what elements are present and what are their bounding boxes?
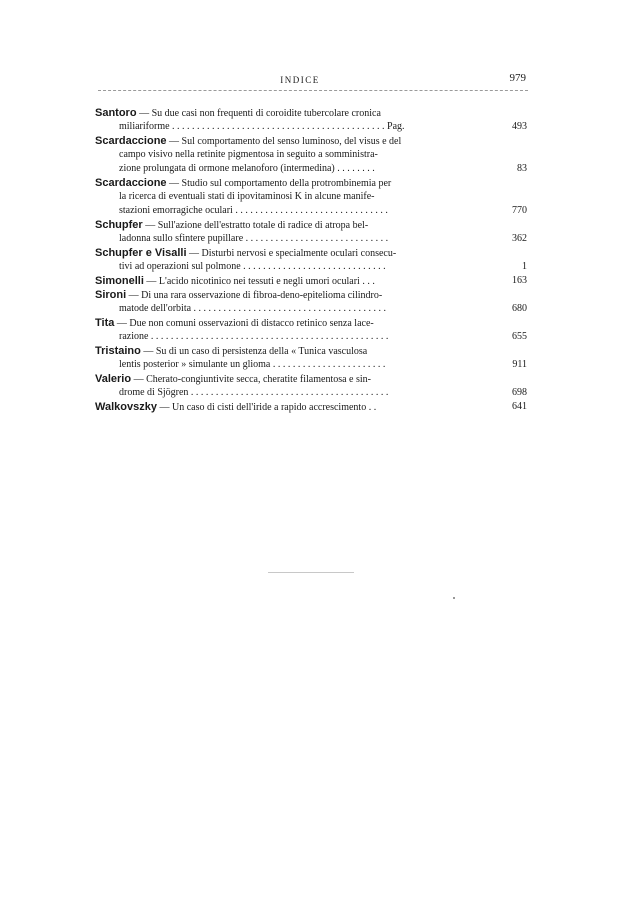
index-entry-continuation-line	[95, 120, 527, 134]
entry-title-text: razione . . . . . . . . . . . . . . . . . . . . . . . . . . . . . . . . . . . . . . . . . . . . . . . .	[119, 331, 389, 342]
index-entry-first-line	[95, 400, 527, 414]
entry-text	[95, 218, 479, 233]
index-entry-continuation-line	[95, 302, 527, 316]
entry-text	[95, 176, 479, 191]
entry-title-text: miliariforme . . . . . . . . . . . . . . . . . . . . . . . . . . . . . . . . . . . . . . . . . . . Pag.	[119, 121, 405, 132]
entry-title-text: — Su di un caso di persistenza della « Tunica vasculosa	[143, 346, 368, 357]
entry-title-text: — Studio sul comportamento della protrombinemia per	[169, 178, 392, 189]
entry-text	[95, 246, 479, 261]
index-entry-continuation-line	[95, 148, 527, 162]
entry-title-text: — Sul comportamento del senso luminoso, del visus e del	[169, 136, 402, 147]
entry-text	[95, 344, 479, 359]
entry-title-text: tivi ad operazioni sul polmone . . . . . . . . . . . . . . . . . . . . . . . . . . . . .	[119, 261, 386, 272]
entry-author: Schupfer e Visalli	[95, 247, 187, 259]
entry-title-text: campo visivo nella retinite pigmentosa in seguito a somministra-	[119, 149, 378, 160]
running-title: INDICE	[280, 75, 320, 85]
entry-author: Simonelli	[95, 275, 144, 287]
entry-title-text: lentis posterior » simulante un glioma . . . . . . . . . . . . . . . . . . . . . . .	[119, 359, 386, 370]
entry-author: Valerio	[95, 373, 132, 385]
index-entries	[95, 106, 527, 414]
index-entry-continuation-line	[95, 358, 527, 372]
entry-text	[119, 120, 479, 134]
entry-title-text: ladonna sullo sfintere pupillare . . . . . . . . . . . . . . . . . . . . . . . . . . . . .	[119, 233, 389, 244]
entry-title-text: — Cherato-congiuntivite secca, cheratite filamentosa e sin-	[133, 374, 371, 385]
index-entry-continuation-line	[95, 330, 527, 344]
entry-author: Santoro	[95, 107, 137, 119]
entry-author: Tristaino	[95, 345, 141, 357]
index-entry-first-line	[95, 246, 527, 260]
entry-text	[95, 106, 479, 121]
index-entry-first-line	[95, 344, 527, 358]
index-entry-first-line	[95, 316, 527, 330]
index-entry-first-line	[95, 176, 527, 190]
entry-title-text: stazioni emorragiche oculari . . . . . . . . . . . . . . . . . . . . . . . . . . . . . . .	[119, 205, 388, 216]
entry-text	[119, 302, 479, 316]
entry-page-number: 698	[512, 387, 527, 398]
index-entry-continuation-line	[95, 260, 527, 274]
entry-title-text: zione prolungata di ormone melanoforo (intermedina) . . . . . . . .	[119, 163, 375, 174]
index-entry-continuation-line	[95, 190, 527, 204]
entry-page-number: 493	[512, 121, 527, 132]
entry-text	[95, 288, 479, 303]
entry-text	[119, 190, 479, 204]
entry-page-number: 1	[522, 261, 527, 272]
entry-text	[119, 260, 479, 274]
entry-text	[95, 274, 479, 289]
entry-page-number: 83	[517, 163, 527, 174]
entry-author: Scardaccione	[95, 177, 167, 189]
entry-text	[95, 400, 479, 415]
index-entry-continuation-line	[95, 204, 527, 218]
entry-page-number: 655	[512, 331, 527, 342]
entry-text	[119, 358, 479, 372]
entry-author: Scardaccione	[95, 135, 167, 147]
entry-page-number: 770	[512, 205, 527, 216]
entry-text	[95, 372, 479, 387]
entry-author: Schupfer	[95, 219, 143, 231]
entry-title-text: la ricerca di eventuali stati di ipovitaminosi K in alcune manife-	[119, 191, 375, 202]
page-number: 979	[509, 72, 526, 84]
entry-text	[119, 162, 479, 176]
entry-text	[95, 316, 479, 331]
entry-title-text: — Due non comuni osservazioni di distacco retinico senza lace-	[116, 318, 374, 329]
ink-speck	[453, 597, 455, 599]
index-entry-continuation-line	[95, 232, 527, 246]
index-entry-first-line	[95, 134, 527, 148]
entry-author: Tita	[95, 317, 115, 329]
entry-title-text: — L'acido nicotinico nei tessuti e negli umori oculari . . .	[146, 276, 375, 287]
entry-text	[95, 134, 479, 149]
entry-title-text: drome di Sjögren . . . . . . . . . . . . . . . . . . . . . . . . . . . . . . . . . . . . . . . .	[119, 387, 389, 398]
entry-title-text: — Di una rara osservazione di fibroa-deno-epitelioma cilindro-	[128, 290, 383, 301]
entry-author: Walkovszky	[95, 401, 157, 413]
entry-page-number: 911	[512, 359, 527, 370]
index-entry-first-line	[95, 218, 527, 232]
index-entry-first-line	[95, 274, 527, 288]
entry-text	[119, 386, 479, 400]
entry-text	[119, 204, 479, 218]
index-entry-continuation-line	[95, 386, 527, 400]
header-rule	[98, 90, 528, 91]
entry-page-number: 680	[512, 303, 527, 314]
entry-author: Sironi	[95, 289, 127, 301]
entry-text	[119, 232, 479, 246]
index-entry-first-line	[95, 288, 527, 302]
entry-title-text: — Sull'azione dell'estratto totale di radice di atropa bel-	[145, 220, 369, 231]
entry-text	[119, 148, 479, 162]
index-entry-first-line	[95, 372, 527, 386]
entry-page-number: 362	[512, 233, 527, 244]
entry-page-number: 641	[512, 401, 527, 412]
entry-title-text: — Disturbi nervosi e specialmente oculari consecu-	[189, 248, 397, 259]
end-ornament	[268, 572, 354, 573]
entry-title-text: — Su due casi non frequenti di coroidite tubercolare cronica	[139, 108, 381, 119]
entry-page-number: 163	[512, 275, 527, 286]
index-entry-first-line	[95, 106, 527, 120]
entry-title-text: — Un caso di cisti dell'iride a rapido accrescimento . .	[159, 402, 377, 413]
entry-title-text: matode dell'orbita . . . . . . . . . . . . . . . . . . . . . . . . . . . . . . . . . . . . . . .	[119, 303, 387, 314]
entry-text	[119, 330, 479, 344]
index-entry-continuation-line	[95, 162, 527, 176]
